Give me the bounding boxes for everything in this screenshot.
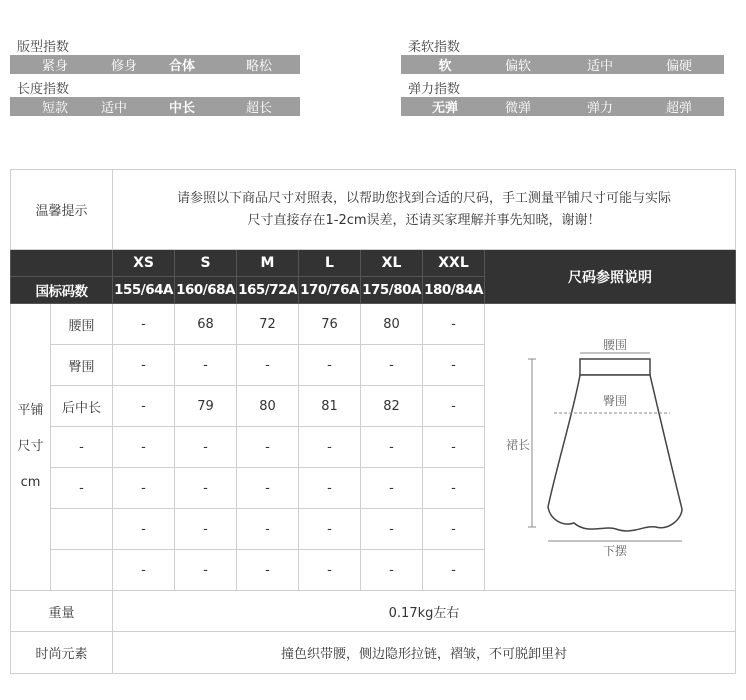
diagram-length-label: 裙长: [505, 438, 531, 452]
measure-cell: -: [237, 345, 299, 386]
elasticity-option: 超弹: [665, 101, 693, 116]
length-option: 适中: [100, 101, 128, 116]
size-chart-table: [10, 169, 736, 674]
diagram-hem-label: 下摆: [602, 544, 628, 558]
length-index-title: 长度指数: [17, 82, 70, 97]
measure-cell: -: [361, 427, 423, 468]
softness-option-selected: 软: [438, 59, 452, 74]
intl-size: 160/68A: [175, 277, 237, 304]
measure-cell: -: [361, 345, 423, 386]
measure-cell: -: [423, 304, 485, 345]
size-header: XS: [113, 250, 175, 277]
measure-cell: -: [361, 468, 423, 509]
weight-value: 0.17kg左右: [113, 591, 736, 632]
row-name: 后中长: [51, 386, 113, 427]
measure-cell: 72: [237, 304, 299, 345]
measure-cell: 76: [299, 304, 361, 345]
measure-cell: -: [299, 468, 361, 509]
measure-cell: 79: [175, 386, 237, 427]
row-name: -: [51, 468, 113, 509]
measure-cell: -: [423, 509, 485, 550]
elasticity-option: 微弹: [504, 101, 532, 116]
row-name: -: [51, 427, 113, 468]
side-label-line: cm: [20, 475, 41, 490]
measure-row: [11, 304, 736, 345]
fit-option: 略松: [245, 59, 273, 74]
measure-cell: -: [361, 550, 423, 591]
tip-text-line: 尺寸直接存在1-2cm误差，还请买家理解并事先知晓，谢谢！: [247, 212, 601, 228]
intl-size: 165/72A: [237, 277, 299, 304]
measure-cell: -: [237, 427, 299, 468]
measure-cell: 80: [237, 386, 299, 427]
measure-cell: -: [237, 509, 299, 550]
elements-value: 撞色织带腰，侧边隐形拉链，褶皱，不可脱卸里衬: [113, 632, 736, 674]
size-header: S: [175, 250, 237, 277]
skirt-diagram-svg: [505, 335, 710, 559]
measure-cell: -: [175, 345, 237, 386]
measure-cell: -: [175, 427, 237, 468]
intl-size: 155/64A: [113, 277, 175, 304]
measure-cell: -: [299, 550, 361, 591]
elements-label: 时尚元素: [11, 632, 113, 674]
softness-option: 偏硬: [665, 59, 693, 74]
row-name: 腰围: [51, 304, 113, 345]
size-header: XL: [361, 250, 423, 277]
measure-cell: -: [113, 304, 175, 345]
measure-cell: -: [423, 345, 485, 386]
measure-cell: 82: [361, 386, 423, 427]
row-name: 臀围: [51, 345, 113, 386]
measure-cell: 81: [299, 386, 361, 427]
measure-cell: -: [423, 468, 485, 509]
elasticity-option-selected: 无弹: [431, 101, 459, 116]
intl-size: 175/80A: [361, 277, 423, 304]
tip-label: 温馨提示: [11, 170, 113, 250]
measure-cell: 68: [175, 304, 237, 345]
row-name: [51, 509, 113, 550]
softness-index-title: 柔软指数: [408, 40, 461, 55]
side-label-line: 尺寸: [17, 439, 44, 454]
measure-cell: -: [423, 427, 485, 468]
length-option: 短款: [41, 101, 69, 116]
fit-index-bar: [10, 55, 300, 74]
measure-cell: -: [113, 345, 175, 386]
diagram-waist-label: 腰围: [602, 338, 628, 352]
size-header: L: [299, 250, 361, 277]
length-option: 超长: [245, 101, 273, 116]
fit-option-selected: 合体: [168, 59, 196, 74]
softness-index-bar: [401, 55, 724, 74]
measure-cell: -: [299, 509, 361, 550]
elasticity-option: 弹力: [586, 101, 614, 116]
side-label: [11, 304, 51, 591]
measure-cell: -: [361, 509, 423, 550]
header-blank: [11, 250, 113, 277]
measure-cell: -: [237, 550, 299, 591]
measure-cell: -: [175, 550, 237, 591]
row-name: [51, 550, 113, 591]
fit-option: 紧身: [41, 59, 69, 74]
measure-cell: -: [237, 468, 299, 509]
tip-text: [113, 170, 736, 250]
elasticity-index-bar: [401, 97, 724, 116]
measure-cell: -: [423, 386, 485, 427]
measure-cell: -: [113, 550, 175, 591]
weight-label: 重量: [11, 591, 113, 632]
intl-label: 国标码数: [11, 277, 113, 304]
fit-option: 修身: [110, 59, 138, 74]
softness-option: 偏软: [504, 59, 532, 74]
fit-index-title: 版型指数: [17, 40, 70, 55]
measure-cell: -: [299, 427, 361, 468]
measure-cell: -: [423, 550, 485, 591]
diagram-hip-label: 臀围: [602, 394, 628, 408]
measure-cell: 80: [361, 304, 423, 345]
measure-cell: -: [113, 509, 175, 550]
intl-size: 170/76A: [299, 277, 361, 304]
length-option-selected: 中长: [168, 101, 196, 116]
tip-text-line: 请参照以下商品尺寸对照表，以帮助您找到合适的尺码，手工测量平铺尺寸可能与实际: [177, 190, 672, 206]
measure-cell: -: [113, 427, 175, 468]
length-index-bar: [10, 97, 300, 116]
measure-cell: -: [175, 468, 237, 509]
elasticity-index-title: 弹力指数: [408, 82, 461, 97]
measure-cell: -: [113, 386, 175, 427]
side-label-line: 平铺: [17, 403, 44, 418]
measure-cell: -: [299, 345, 361, 386]
softness-option: 适中: [586, 59, 614, 74]
size-header: M: [237, 250, 299, 277]
measure-cell: -: [113, 468, 175, 509]
size-header: XXL: [423, 250, 485, 277]
measure-cell: -: [175, 509, 237, 550]
ref-label: 尺码参照说明: [485, 250, 736, 304]
skirt-diagram: [485, 304, 736, 591]
intl-size: 180/84A: [423, 277, 485, 304]
